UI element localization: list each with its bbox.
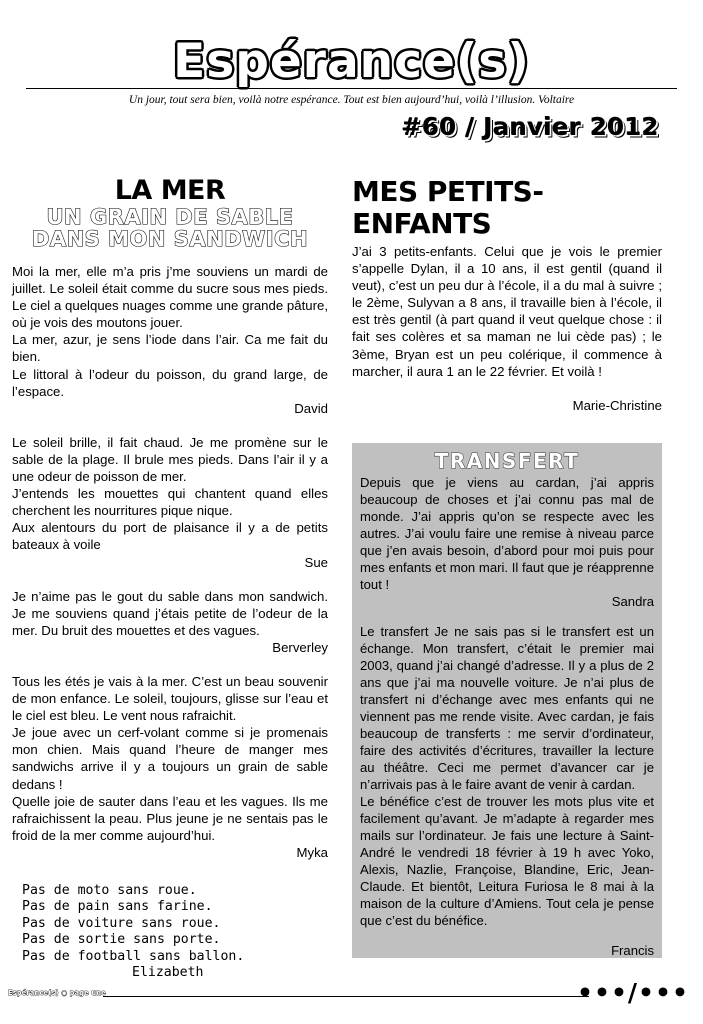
spacer <box>352 380 662 397</box>
entry-author: Francis <box>611 943 654 958</box>
poem-line: Pas de football sans ballon. <box>22 948 245 964</box>
entry-text: Le bénéfice c’est de trouver les mots plus vite et facilement qu’avant. Je m’adapte à regarder mes mails sur l’ordinateur. Je fais une lecture à Saint-André le vendredi 18 février à 19 h avec Yoko, Alexis, Nazlie, Françoise, Blandine, Eric, Jean-Claude. Et bientôt, Leitura Furiosa le 8 mai à la maison de la culture d’Amiens. Tout cela je pense que c’est du bénéfice. <box>360 794 654 928</box>
entry-text: J’entends les mouettes qui chantent quand elles cherchent les nourritures pique nique. <box>12 486 328 519</box>
footer-publication-tag: Espérance(s) ○ page une <box>8 989 106 997</box>
entry-text: Aux alentours du port de plaisance il y a de petits bateaux à voile <box>12 520 328 553</box>
spacer <box>12 417 328 434</box>
masthead-divider <box>26 88 677 89</box>
poem-author: Elizabeth <box>132 965 204 981</box>
poem-line: Pas de moto sans roue. <box>22 883 197 898</box>
poem-block <box>12 883 328 981</box>
poem-line: Pas de voiture sans roue. <box>22 915 221 931</box>
entry-text: La mer, azur, je sens l’iode dans l’air. Ca me fait du bien. <box>12 332 328 365</box>
entry-author: David <box>294 400 328 416</box>
article-subtitle-la-mer <box>12 207 328 250</box>
masthead-tagline: Un jour, tout sera bien, voilà notre espérance. Tout est bien aujourd’hui, voilà l’illusion. Voltaire <box>128 94 575 106</box>
entry-text: Je n’aime pas le gout du sable dans mon sandwich. Je me souviens quand j’étais petite de l’odeur de la mer. Du bruit des mouettes et des vagues. <box>12 588 328 638</box>
article-title-la-mer: LA MER <box>114 175 226 206</box>
entry-text: Le littoral à l’odeur du poisson, du grand large, de l’espace. <box>12 366 328 399</box>
article-subtitle-line-2: DANS MON SANDWICH <box>31 226 309 251</box>
spacer <box>12 571 328 588</box>
transfert-panel <box>352 443 662 958</box>
article-subtitle-line-1: UN GRAIN DE SABLE <box>46 205 294 229</box>
poem-line: Pas de pain sans farine. <box>22 899 213 915</box>
footer-divider <box>103 996 589 997</box>
entry-author: Marie-Christine <box>572 397 662 413</box>
right-column <box>352 176 662 414</box>
page-title: Espérance(s) <box>173 34 530 89</box>
entry-text: Le soleil brille, il fait chaud. Je me promène sur le sable de la plage. Il brule mes pieds. Dans l’air il y a une odeur de poisson de mer. <box>12 434 328 485</box>
entry-text: Tous les étés je vais à la mer. C’est un beau souvenir de mon enfance. Le soleil, toujours, glisse sur l’eau et le ciel est bleu. Le vent nous rafraichit. <box>12 673 328 724</box>
spacer <box>12 656 328 673</box>
issue-number-badge: #60 / Janvier 2012 <box>401 113 659 141</box>
spacer <box>360 929 654 942</box>
entry-text: Depuis que je viens au cardan, j’ai appris beaucoup de choses et j’ai connu pas mal de monde. J’ai appris qu’on se respecte avec les autres. J’ai voulu faire une remise à niveau parce que j’en avais besoin, d’abord pour moi puis pour mes enfants et mon mari. Il faut que je réapprenne tout ! <box>360 475 654 592</box>
panel-title-transfert: TRANSFERT <box>434 449 580 473</box>
spacer <box>360 610 654 623</box>
entry-text: Le transfert Je ne sais pas si le transfert est un échange. Mon transfert, c’était le premier mai 2003, quand j’ai changé d’adresse. Il y a plus de 2 ans que j’ai ma nouvelle voiture. Je n’ai plus de transfert ni d’échange avec mes enfants qui ne viennent pas me rende visite. Avec cardan, je fais beaucoup de transferts : me servir d’ordinateur, faire des activités d’écritures, travailler la lecture au théâtre. Ceci me permet d’avancer car je n’arrivais pas à le faire avant de venir à cardan. <box>360 624 654 792</box>
page-footer <box>0 978 703 1010</box>
spacer <box>12 861 328 883</box>
footer-page-mark: •••/••• <box>576 978 689 1007</box>
left-column <box>12 176 328 981</box>
entry-text: Quelle joie de sauter dans l’eau et les vagues. Ils me rafraichissent la peau. Plus jeune je ne sentais pas le froid de la mer comme aujourd’hui. <box>12 793 328 843</box>
entry-text: Je joue avec un cerf-volant comme si je promenais mon chien. Mais quand l’heure de manger mes sandwichs arrive il y a toujours un grain de sable dedans ! <box>12 725 328 792</box>
masthead <box>0 0 703 158</box>
article-title-mes-petits-enfants: MES PETITS-ENFANTS <box>352 175 544 240</box>
entry-text: J’ai 3 petits-enfants. Celui que je vois le premier s’appelle Dylan, il a 10 ans, il est gentil (quand il veut), c’est un peu dur à l’école, il a du mal à suivre ; le 2ème, Sulyvan a 8 ans, il travaille bien à l’école, il est très gentil (à part quand il veut quelque chose : il fait ses colères et sa maman ne lui cède pas) ; le 3ème, Bryan est un peu colérique, il commence à marcher, il aura 1 an le 22 février. Et voilà ! <box>352 244 662 379</box>
poem-line: Pas de sortie sans porte. <box>22 932 221 948</box>
entry-author: Berverley <box>272 639 328 655</box>
entry-text: Moi la mer, elle m’a pris j’me souviens un mardi de juillet. Le soleil était comme du sucre sous mes pieds. Le ciel a quelques nuages comme une grande pâture, où je vois des moutons jouer. <box>12 264 328 331</box>
entry-author: Myka <box>296 844 328 860</box>
entry-author: Sandra <box>611 594 654 609</box>
entry-author: Sue <box>304 554 328 570</box>
